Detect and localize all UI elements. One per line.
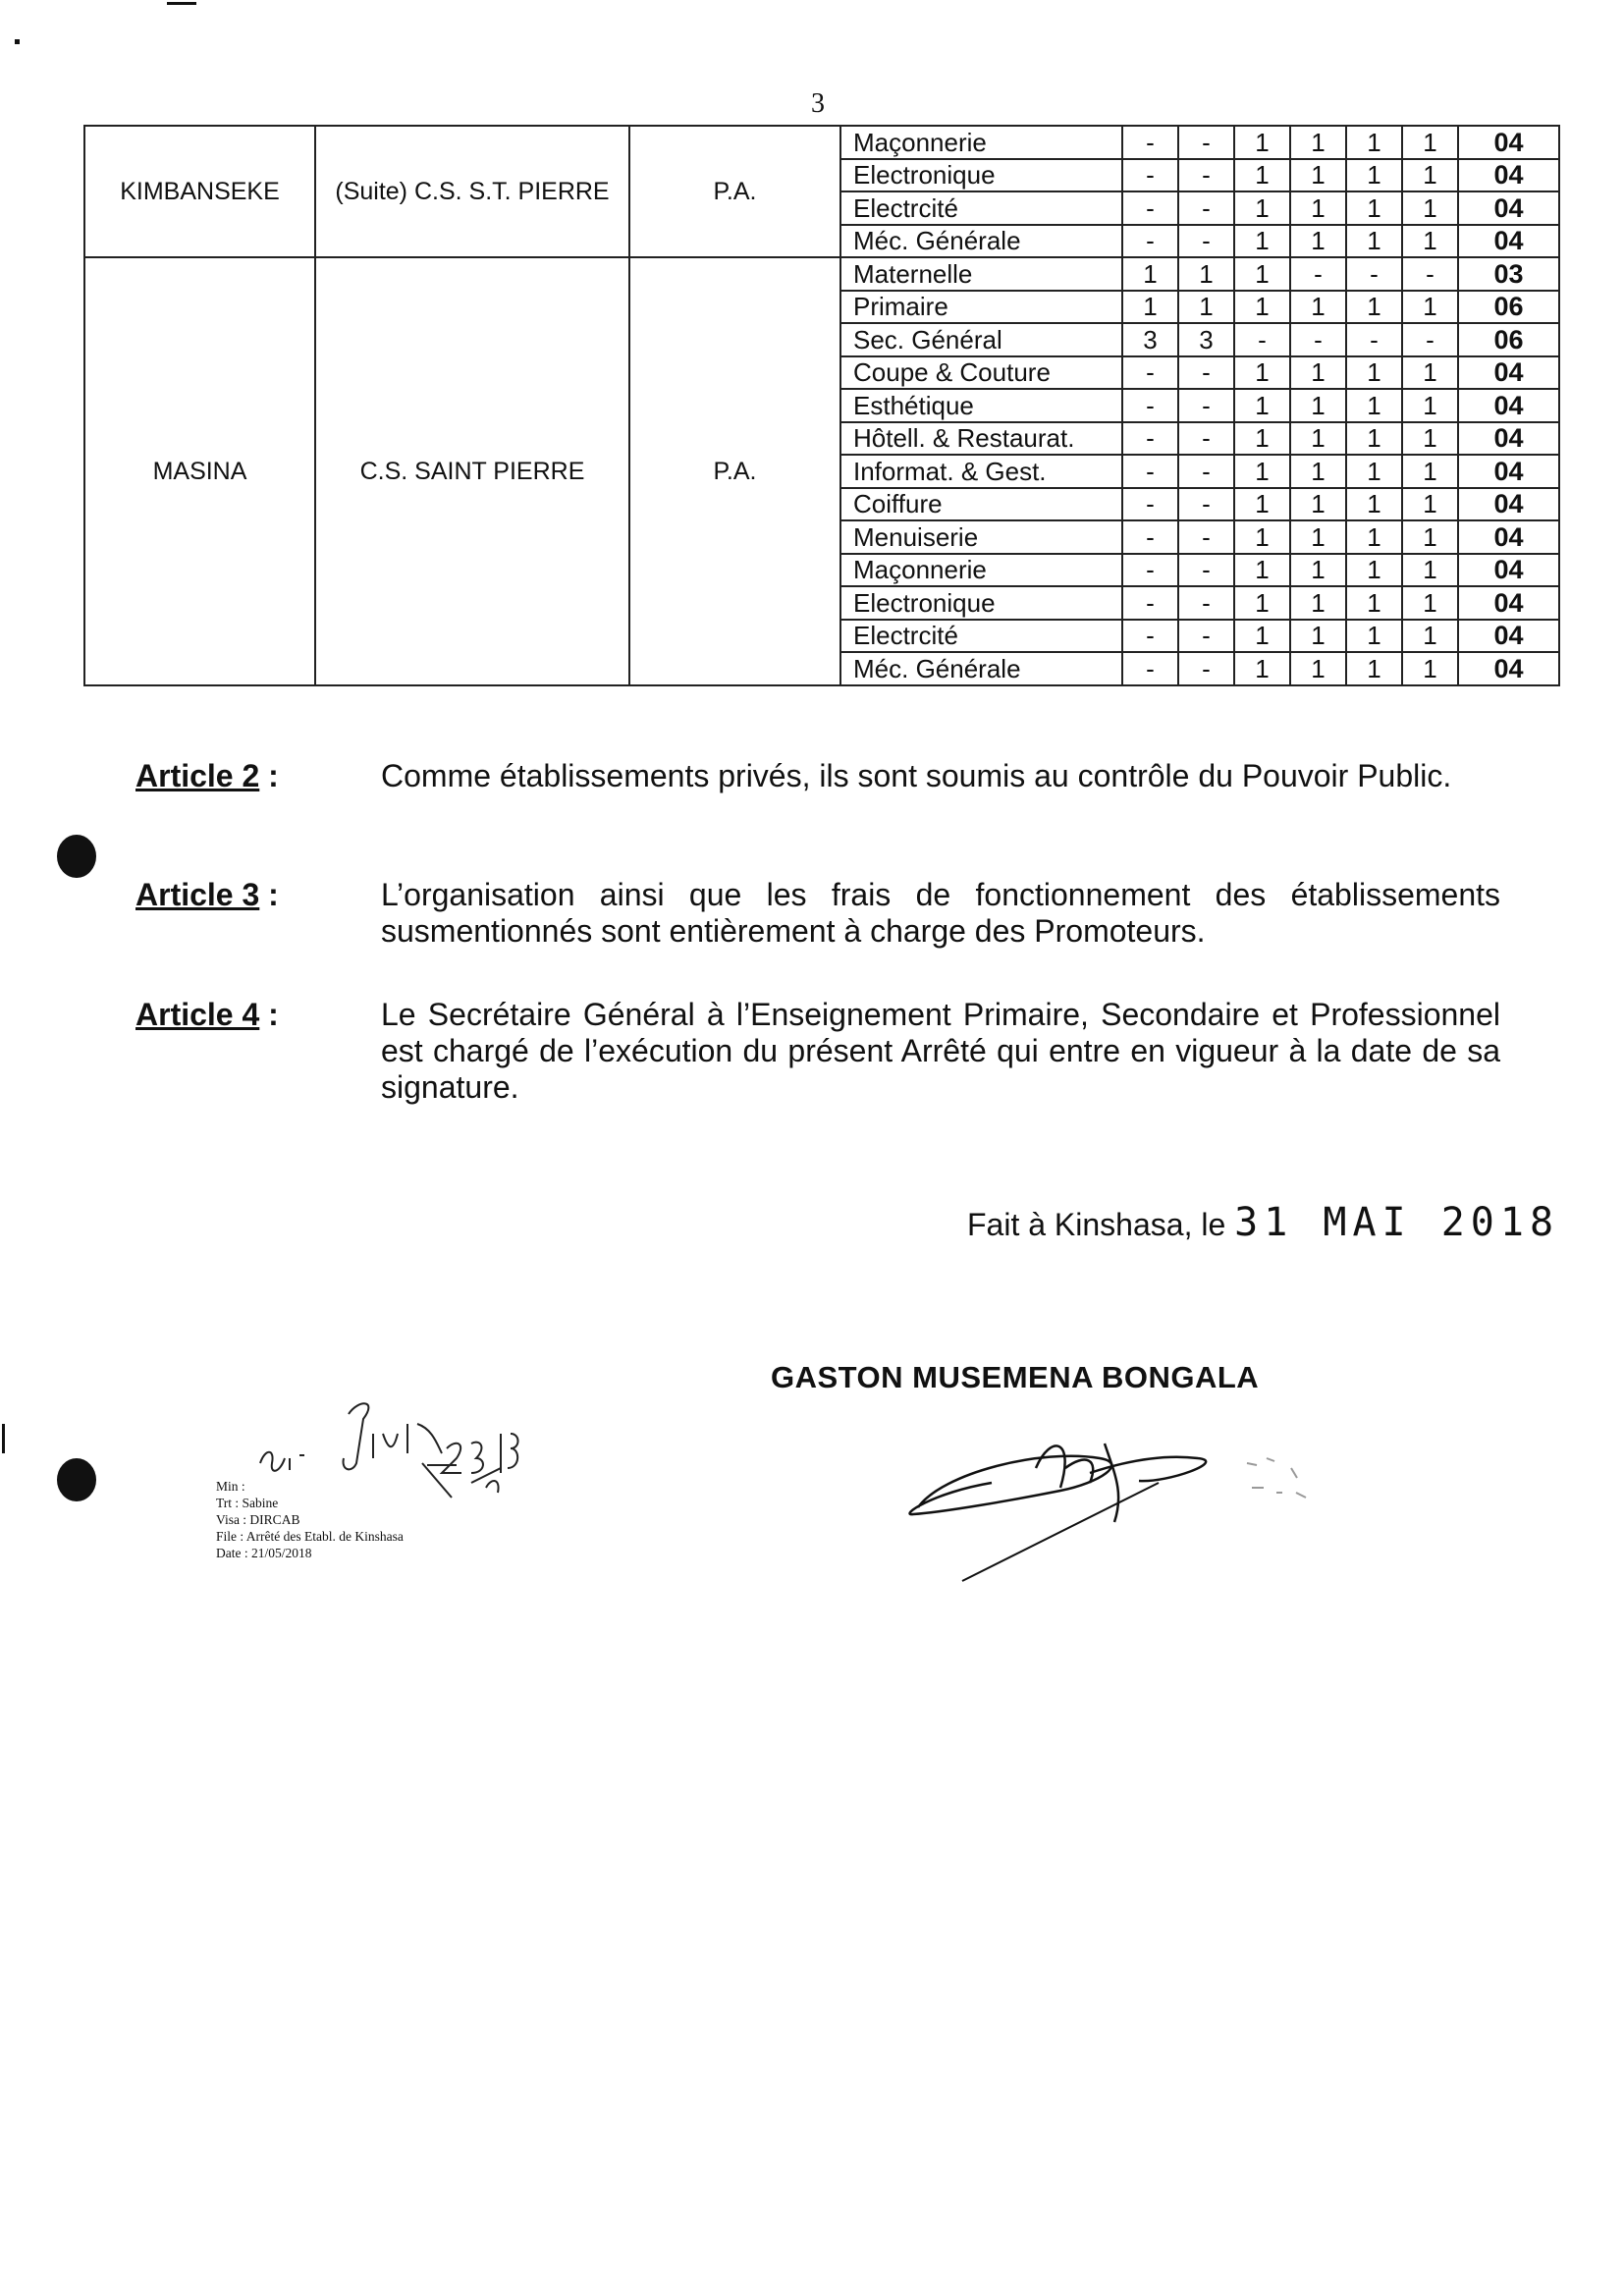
class-count-cell: 1: [1234, 191, 1290, 225]
section-cell: Electronique: [840, 586, 1122, 620]
section-cell: Coiffure: [840, 488, 1122, 521]
class-count-cell: 1: [1402, 191, 1458, 225]
class-count-cell: 1: [1290, 455, 1346, 488]
class-count-cell: 1: [1290, 620, 1346, 653]
class-count-cell: 1: [1234, 356, 1290, 390]
class-count-cell: 1: [1290, 356, 1346, 390]
class-count-cell: 1: [1290, 520, 1346, 554]
class-count-cell: -: [1122, 455, 1178, 488]
class-count-cell: 1: [1234, 422, 1290, 456]
commune-cell: MASINA: [84, 257, 315, 685]
section-cell: Maternelle: [840, 257, 1122, 291]
section-cell: Maçonnerie: [840, 554, 1122, 587]
class-count-cell: -: [1402, 257, 1458, 291]
ref-trt: Trt : Sabine: [216, 1496, 279, 1510]
ref-file: File : Arrêté des Etabl. de Kinshasa: [216, 1529, 404, 1544]
regime-cell: P.A.: [629, 257, 840, 685]
article-text: Le Secrétaire Général à l’Enseignement Primaire, Secondaire et Professionnel est chargé de l’exécution du présent Arrêté qui entre en vigueur à la date de sa signature.: [381, 997, 1500, 1105]
class-count-cell: 1: [1290, 422, 1346, 456]
class-count-cell: 1: [1234, 554, 1290, 587]
class-count-cell: 1: [1234, 652, 1290, 685]
class-count-cell: 1: [1178, 291, 1234, 324]
section-cell: Primaire: [840, 291, 1122, 324]
scan-mark-left: [2, 1424, 5, 1453]
class-count-cell: 1: [1290, 126, 1346, 159]
class-count-cell: 1: [1290, 291, 1346, 324]
class-count-cell: -: [1122, 422, 1178, 456]
section-cell: Méc. Générale: [840, 652, 1122, 685]
class-count-cell: 1: [1346, 389, 1402, 422]
section-cell: Informat. & Gest.: [840, 455, 1122, 488]
regime-cell: P.A.: [629, 126, 840, 257]
total-cell: 04: [1458, 488, 1559, 521]
ref-visa: Visa : DIRCAB: [216, 1512, 300, 1527]
class-count-cell: -: [1122, 520, 1178, 554]
table-row: [84, 257, 1559, 291]
class-count-cell: 1: [1234, 291, 1290, 324]
class-count-cell: 1: [1346, 455, 1402, 488]
class-count-cell: 1: [1402, 586, 1458, 620]
class-count-cell: 1: [1346, 422, 1402, 456]
class-count-cell: 1: [1234, 586, 1290, 620]
class-count-cell: 3: [1178, 323, 1234, 356]
class-count-cell: 1: [1290, 554, 1346, 587]
class-count-cell: -: [1178, 126, 1234, 159]
class-count-cell: 1: [1402, 455, 1458, 488]
article-2: [135, 758, 1500, 794]
class-count-cell: -: [1122, 191, 1178, 225]
table-body: [84, 126, 1559, 685]
ref-min: Min :: [216, 1479, 245, 1494]
class-count-cell: -: [1178, 389, 1234, 422]
class-count-cell: 1: [1290, 488, 1346, 521]
class-count-cell: 1: [1402, 554, 1458, 587]
section-cell: Hôtell. & Restaurat.: [840, 422, 1122, 456]
class-count-cell: -: [1290, 257, 1346, 291]
class-count-cell: -: [1178, 586, 1234, 620]
class-count-cell: 1: [1234, 520, 1290, 554]
class-count-cell: 1: [1346, 126, 1402, 159]
commune-cell: KIMBANSEKE: [84, 126, 315, 257]
section-cell: Electrcité: [840, 620, 1122, 653]
total-cell: 06: [1458, 323, 1559, 356]
scan-mark-top: [167, 2, 196, 5]
total-cell: 04: [1458, 520, 1559, 554]
school-cell: (Suite) C.S. S.T. PIERRE: [315, 126, 629, 257]
total-cell: 04: [1458, 389, 1559, 422]
class-count-cell: 1: [1290, 225, 1346, 258]
section-cell: Méc. Générale: [840, 225, 1122, 258]
class-count-cell: -: [1122, 389, 1178, 422]
schools-table: [83, 125, 1558, 686]
class-count-cell: -: [1178, 225, 1234, 258]
total-cell: 03: [1458, 257, 1559, 291]
class-count-cell: 1: [1122, 291, 1178, 324]
class-count-cell: 1: [1346, 159, 1402, 192]
total-cell: 04: [1458, 126, 1559, 159]
class-count-cell: 1: [1346, 488, 1402, 521]
total-cell: 04: [1458, 422, 1559, 456]
class-count-cell: -: [1122, 652, 1178, 685]
class-count-cell: 1: [1290, 586, 1346, 620]
class-count-cell: -: [1178, 422, 1234, 456]
place-text: Fait à Kinshasa, le: [967, 1207, 1235, 1242]
class-count-cell: -: [1122, 225, 1178, 258]
class-count-cell: -: [1178, 620, 1234, 653]
class-count-cell: 1: [1402, 225, 1458, 258]
class-count-cell: 3: [1122, 323, 1178, 356]
class-count-cell: -: [1122, 356, 1178, 390]
class-count-cell: -: [1122, 126, 1178, 159]
class-count-cell: 1: [1346, 225, 1402, 258]
class-count-cell: 1: [1234, 488, 1290, 521]
class-count-cell: -: [1122, 620, 1178, 653]
table-row: [84, 126, 1559, 159]
school-cell: C.S. SAINT PIERRE: [315, 257, 629, 685]
class-count-cell: 1: [1290, 159, 1346, 192]
class-count-cell: -: [1346, 323, 1402, 356]
class-count-cell: -: [1234, 323, 1290, 356]
class-count-cell: -: [1122, 159, 1178, 192]
class-count-cell: -: [1178, 520, 1234, 554]
class-count-cell: -: [1178, 356, 1234, 390]
class-count-cell: 1: [1402, 488, 1458, 521]
class-count-cell: 1: [1346, 652, 1402, 685]
total-cell: 04: [1458, 554, 1559, 587]
section-cell: Esthétique: [840, 389, 1122, 422]
class-count-cell: -: [1122, 554, 1178, 587]
class-count-cell: -: [1122, 488, 1178, 521]
article-label: Article 2 :: [135, 758, 279, 793]
class-count-cell: 1: [1290, 191, 1346, 225]
section-cell: Electrcité: [840, 191, 1122, 225]
class-count-cell: 1: [1346, 586, 1402, 620]
class-count-cell: 1: [1402, 620, 1458, 653]
class-count-cell: 1: [1346, 554, 1402, 587]
total-cell: 04: [1458, 225, 1559, 258]
section-cell: Electronique: [840, 159, 1122, 192]
class-count-cell: 1: [1346, 620, 1402, 653]
class-count-cell: 1: [1402, 159, 1458, 192]
reference-block: [216, 1478, 404, 1561]
class-count-cell: 1: [1402, 356, 1458, 390]
class-count-cell: 1: [1290, 652, 1346, 685]
class-count-cell: 1: [1402, 652, 1458, 685]
class-count-cell: 1: [1234, 126, 1290, 159]
article-label: Article 4 :: [135, 997, 279, 1032]
class-count-cell: 1: [1234, 455, 1290, 488]
class-count-cell: 1: [1346, 356, 1402, 390]
class-count-cell: -: [1290, 323, 1346, 356]
article-text: Comme établissements privés, ils sont soumis au contrôle du Pouvoir Public.: [381, 758, 1452, 793]
article-text: L’organisation ainsi que les frais de fonctionnement des établissements susmentionnés sont entièrement à charge des Promoteurs.: [381, 877, 1500, 949]
total-cell: 04: [1458, 455, 1559, 488]
class-count-cell: -: [1122, 586, 1178, 620]
punch-hole-bullet: [57, 835, 96, 878]
class-count-cell: 1: [1234, 159, 1290, 192]
class-count-cell: 1: [1346, 520, 1402, 554]
total-cell: 04: [1458, 652, 1559, 685]
class-count-cell: 1: [1234, 225, 1290, 258]
class-count-cell: 1: [1122, 257, 1178, 291]
place-date-line: [967, 1200, 1559, 1245]
punch-hole-bullet: [57, 1458, 96, 1501]
total-cell: 06: [1458, 291, 1559, 324]
signatory-name: GASTON MUSEMENA BONGALA: [771, 1360, 1260, 1394]
section-cell: Menuiserie: [840, 520, 1122, 554]
scan-mark-top-left: [15, 39, 20, 44]
class-count-cell: -: [1178, 488, 1234, 521]
total-cell: 04: [1458, 191, 1559, 225]
class-count-cell: 1: [1234, 257, 1290, 291]
class-count-cell: 1: [1178, 257, 1234, 291]
section-cell: Coupe & Couture: [840, 356, 1122, 390]
class-count-cell: -: [1178, 554, 1234, 587]
class-count-cell: -: [1402, 323, 1458, 356]
class-count-cell: 1: [1402, 291, 1458, 324]
article-3: [135, 877, 1500, 950]
total-cell: 04: [1458, 356, 1559, 390]
article-4: [135, 997, 1500, 1106]
class-count-cell: -: [1178, 652, 1234, 685]
class-count-cell: -: [1178, 191, 1234, 225]
section-cell: Sec. Général: [840, 323, 1122, 356]
signature-scribble: [903, 1414, 1414, 1591]
section-cell: Maçonnerie: [840, 126, 1122, 159]
class-count-cell: -: [1178, 455, 1234, 488]
date-stamp: 31 MAI 2018: [1234, 1200, 1560, 1245]
class-count-cell: -: [1178, 159, 1234, 192]
total-cell: 04: [1458, 159, 1559, 192]
class-count-cell: 1: [1346, 191, 1402, 225]
class-count-cell: 1: [1346, 291, 1402, 324]
total-cell: 04: [1458, 586, 1559, 620]
class-count-cell: 1: [1234, 620, 1290, 653]
class-count-cell: 1: [1402, 389, 1458, 422]
class-count-cell: 1: [1290, 389, 1346, 422]
class-count-cell: 1: [1234, 389, 1290, 422]
class-count-cell: 1: [1402, 126, 1458, 159]
ref-date: Date : 21/05/2018: [216, 1546, 312, 1560]
class-count-cell: 1: [1402, 520, 1458, 554]
class-count-cell: 1: [1402, 422, 1458, 456]
total-cell: 04: [1458, 620, 1559, 653]
page-number: 3: [811, 88, 825, 119]
class-count-cell: -: [1346, 257, 1402, 291]
article-label: Article 3 :: [135, 877, 279, 912]
